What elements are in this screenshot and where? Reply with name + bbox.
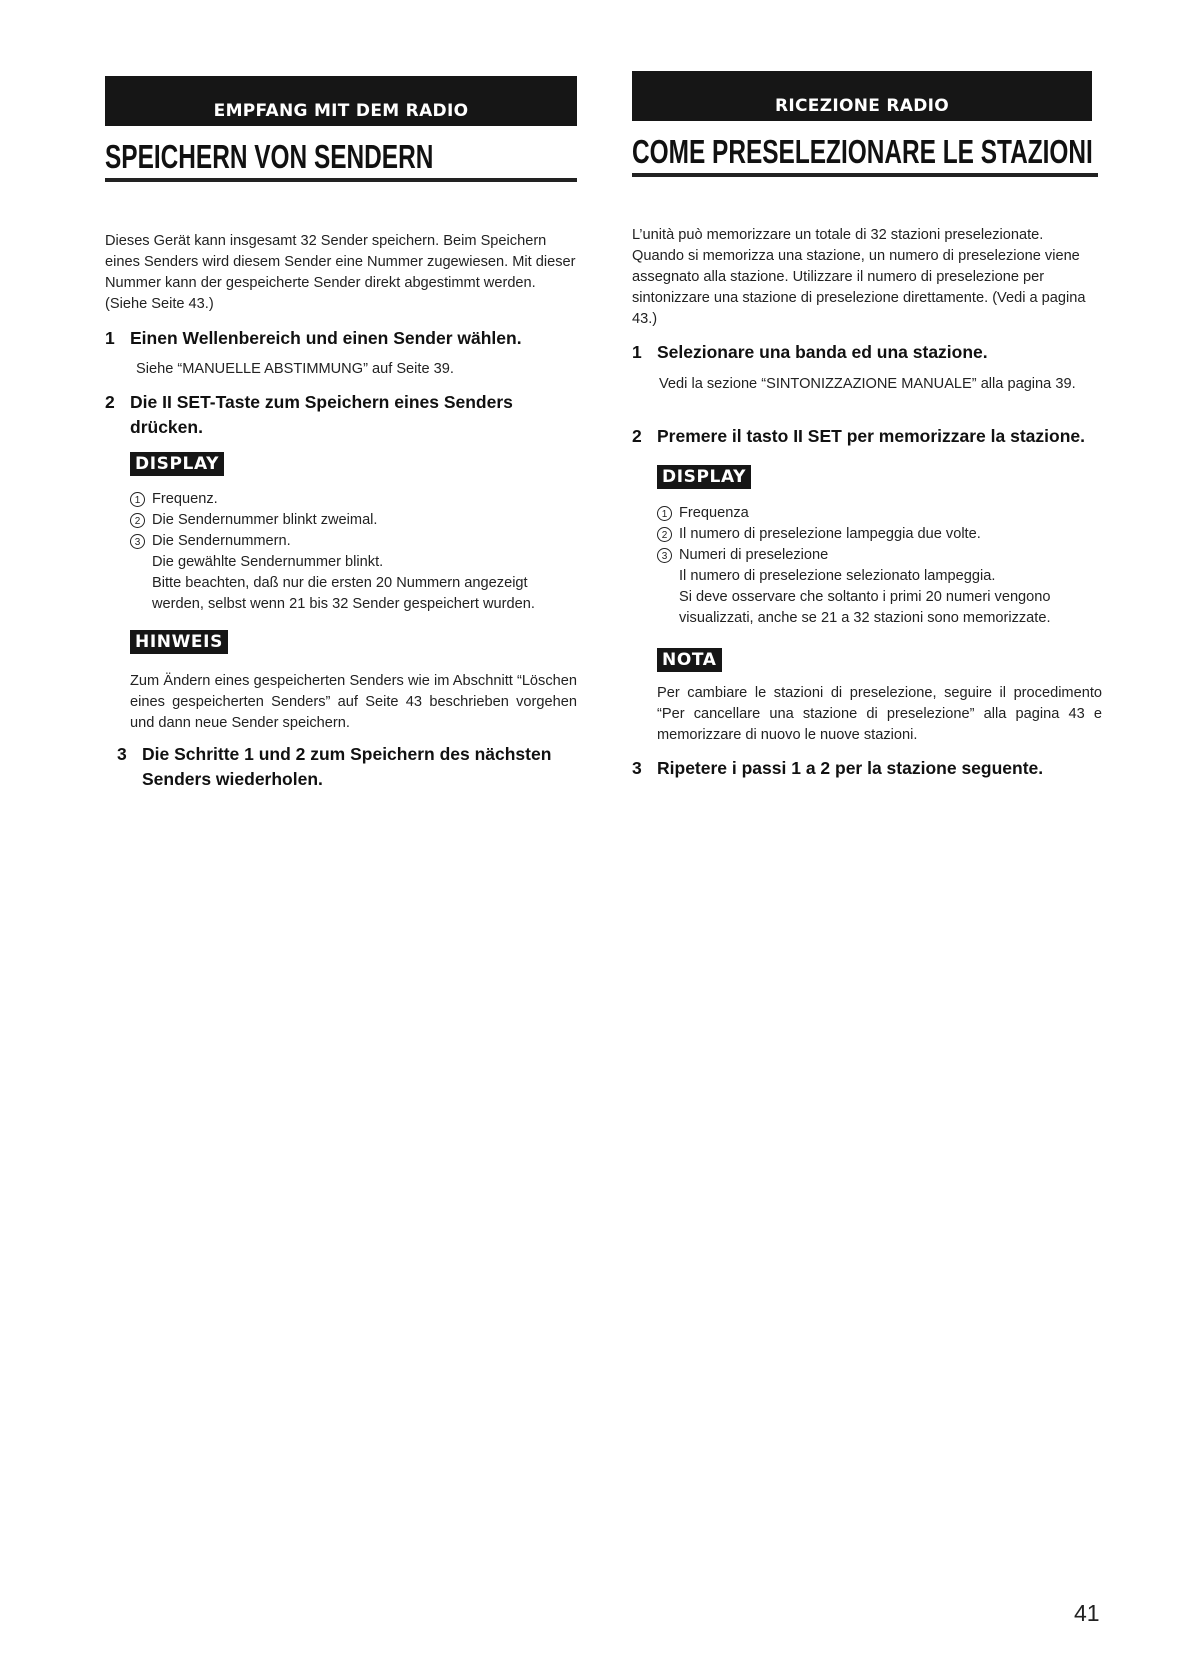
- step-number: 2: [105, 392, 115, 412]
- list-item-text: Die Sendernummer blinkt zweimal.: [152, 512, 378, 528]
- list-item-text: Numeri di preselezione: [679, 547, 829, 563]
- list-continuation: Si deve osservare che soltanto i primi 20 numeri vengono visualizzati, anche se 21 a 32 stazioni sono memorizzate.: [679, 589, 1051, 626]
- list-item: [657, 524, 1102, 545]
- note-label: HINWEIS: [130, 630, 228, 654]
- step-text: Selezionare una banda ed una stazione.: [657, 342, 988, 362]
- display-label: DISPLAY: [657, 465, 751, 489]
- step-text: Die Schritte 1 und 2 zum Speichern des nächsten Senders wiederholen.: [142, 744, 552, 789]
- circled-number-3-icon: 3: [657, 548, 672, 563]
- note-text: Per cambiare le stazioni di preselezione, seguire il procedimento “Per cancellare una stazione di preselezione” alla pagina 43 e memorizzare di nuovo le nuove stazioni.: [657, 685, 1102, 743]
- title-rule: [632, 173, 1098, 177]
- list-item-text: Frequenz.: [152, 491, 218, 507]
- pause-icon: II: [162, 392, 172, 412]
- step-number: 1: [632, 342, 642, 362]
- list-item-text: Die Sendernummern.: [152, 533, 291, 549]
- step-body: SET per memorizzare la stazione.: [807, 426, 1085, 446]
- list-item: [130, 531, 577, 552]
- step-number: 3: [632, 758, 642, 778]
- section-banner: RICEZIONE RADIO: [632, 71, 1092, 121]
- step-prefix: Premere il tasto: [657, 426, 789, 446]
- circled-number-2-icon: 2: [130, 513, 145, 528]
- list-continuation: Bitte beachten, daß nur die ersten 20 Nummern angezeigt werden, selbst wenn 21 bis 32 Sender gespeichert wurden.: [152, 575, 535, 612]
- list-item: [130, 510, 577, 531]
- list-continuation: Il numero di preselezione selezionato lampeggia.: [679, 568, 996, 584]
- step-text: Einen Wellenbereich und einen Sender wählen.: [130, 328, 522, 348]
- circled-number-3-icon: 3: [130, 534, 145, 549]
- circled-number-2-icon: 2: [657, 527, 672, 542]
- intro-paragraph: L’unità può memorizzare un totale di 32 stazioni preselezionate. Quando si memorizza una stazione, un numero di preselezione viene assegnato alla stazione. Utilizzare il numero di preselezione per sintonizzare una stazione di preselezione direttamente. (Vedi a pagina 43.): [632, 227, 1086, 327]
- note-label: NOTA: [657, 648, 722, 672]
- display-list: [657, 503, 1102, 629]
- list-continuation: Die gewählte Sendernummer blinkt.: [152, 554, 384, 570]
- step-1-reference: Vedi la sezione “SINTONIZZAZIONE MANUALE” alla pagina 39.: [659, 376, 1076, 392]
- title-rule: [105, 178, 577, 182]
- page-number: 41: [1074, 1600, 1100, 1626]
- display-list: [130, 489, 577, 615]
- page-title: COME PRESELEZIONARE LE STAZIONI: [632, 133, 1093, 170]
- circled-number-1-icon: 1: [130, 492, 145, 507]
- step-prefix: Die: [130, 392, 158, 412]
- step-number: 3: [117, 744, 127, 764]
- section-banner: EMPFANG MIT DEM RADIO: [105, 76, 577, 126]
- list-item: [657, 503, 1102, 524]
- pause-icon: II: [793, 426, 803, 446]
- list-item-text: Il numero di preselezione lampeggia due volte.: [679, 526, 981, 542]
- page-title: SPEICHERN VON SENDERN: [105, 138, 434, 175]
- step-text: [130, 390, 572, 440]
- intro-paragraph: Dieses Gerät kann insgesamt 32 Sender speichern. Beim Speichern eines Senders wird diesem Sender eine Nummer zugewiesen. Mit dieser Nummer kann der gespeicherte Sender direkt abgestimmt werden. (Siehe Seite 43.): [105, 233, 576, 312]
- list-item-text: Frequenza: [679, 505, 749, 521]
- step-text: [657, 424, 1097, 449]
- step-number: 1: [105, 328, 115, 348]
- step-text: Ripetere i passi 1 a 2 per la stazione seguente.: [657, 758, 1044, 778]
- display-label: DISPLAY: [130, 452, 224, 476]
- note-text: Zum Ändern eines gespeicherten Senders wie im Abschnitt “Löschen eines gespeicherten Senders” auf Seite 43 beschrieben vorgehen und dann neue Sender speichern.: [130, 673, 577, 731]
- list-item: [657, 545, 1102, 566]
- circled-number-1-icon: 1: [657, 506, 672, 521]
- step-number: 2: [632, 426, 642, 446]
- list-item: [130, 489, 577, 510]
- step-body: SET-Taste zum Speichern eines Senders drücken.: [130, 392, 513, 437]
- step-1-reference: Siehe “MANUELLE ABSTIMMUNG” auf Seite 39.: [136, 361, 454, 377]
